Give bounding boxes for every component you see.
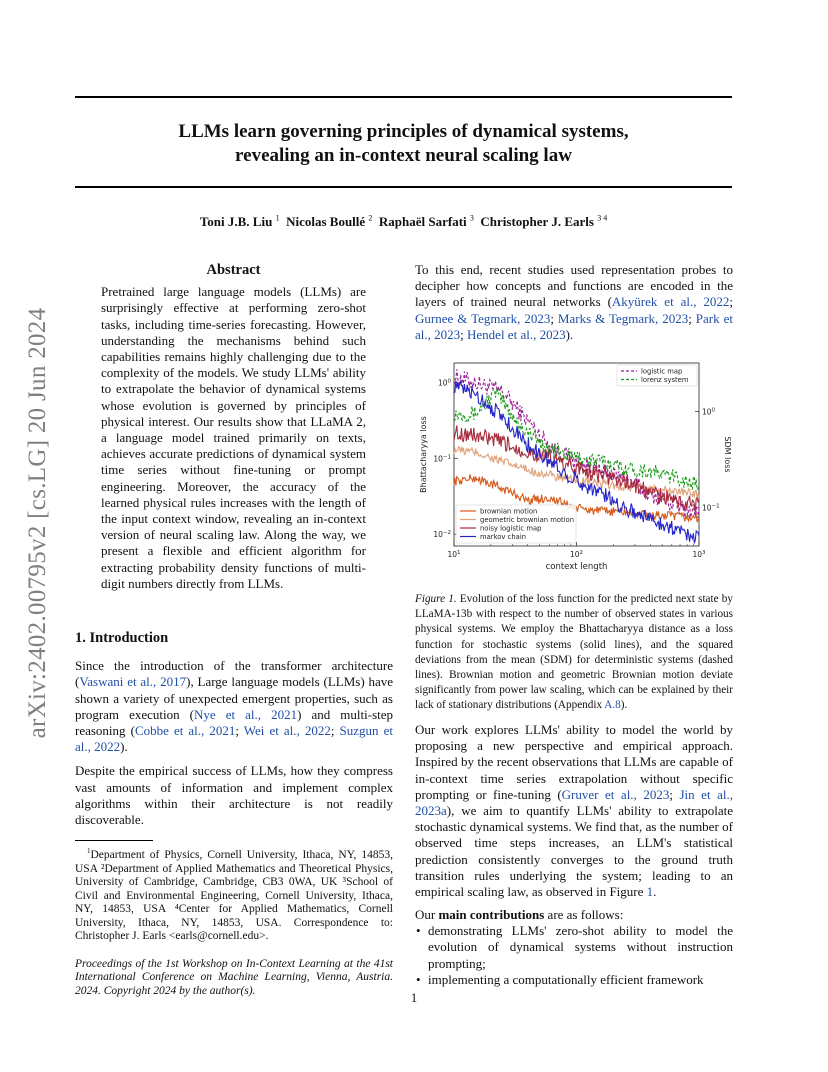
introduction-heading: 1. Introduction — [75, 630, 169, 646]
citation-link[interactable]: Jin et al., 2023a — [415, 786, 733, 819]
x-tick-label: $10^1$ — [447, 550, 461, 559]
series-noisy-logistic-map — [454, 426, 699, 513]
top-rule — [75, 96, 732, 98]
affiliation-footnote: $^1$Department of Physics, Cornell University, Ithaca, NY, 14853, USA ²Department of Applied Mathematics and Theoretical Physics, University of Cambridge, Cambridge, CB3 0WA, UK ³School of Civil and Environmental Engineering, Cornell University, Ithaca, NY, 14853, USA ⁴Center for Applied Mathematics, Cornell University, Ithaca, NY, 14853, USA. Correspondence to: Christopher J. Earls <earls@cornell.edu>. — [75, 847, 393, 943]
appendix-link[interactable]: A.8 — [604, 699, 621, 712]
x-tick-label: $10^3$ — [692, 550, 706, 559]
contributions-list-section — [415, 907, 733, 988]
footnote-rule — [75, 840, 153, 841]
author: Christopher J. Earls $^{3 4}$ — [480, 214, 608, 230]
legend-label: noisy logistic map — [480, 524, 542, 533]
y-tick-label: $10^0$ — [437, 378, 451, 388]
title-line-1: LLMs learn governing principles of dynamical systems, — [178, 121, 629, 142]
citation-link[interactable]: Nye et al., 2021 — [194, 706, 298, 722]
y-tick-label: $10^{-2}$ — [433, 530, 451, 540]
list-item: • demonstrating LLMs' zero-shot ability to model the evolution of dynamical systems without instruction prompting; — [428, 923, 733, 972]
citation-link[interactable]: Hendel et al., 2023 — [467, 326, 566, 342]
abstract-heading: Abstract — [206, 262, 261, 278]
contributions-intro-paragraph: Our work explores LLMs' ability to model the world by proposing a new perspective and empirical approach. Inspired by the recent observations that LLMs are capable of in-context time series extrapolation without specific prompting or fine-tuning (Gruver et al., 2023; Jin et al., 2023a), we aim to quantify LLMs' ability to extrapolate stochastic dynamical systems. We find that, as the number of observed time steps increases, an LLM's statistical prediction consistently converges to the ground truth transition rules underlying the system; leading to an empirical scaling law, as observed in Figure 1. — [415, 722, 733, 900]
abstract-text: Pretrained large language models (LLMs) are surprisingly effective at performing zero-shot tasks, including time-series forecasting. However, understanding the mechanisms behind such capabilities remains highly challenging due to the complexity of the models. We study LLMs' ability to extrapolate the behavior of dynamical systems whose evolution is governed by principles of physical interest. Our results show that LLaMA 2, a language model trained primarily on texts, achieves accurate predictions of dynamical system time series without fine-tuning or prompt engineering. Moreover, the accuracy of the learned physical rules increases with the length of the input context window, revealing an in-context version of neural scaling law. Along the way, we present a flexible and efficient algorithm for extracting probability density functions of multi-digit numbers directly from LLMs. — [101, 284, 366, 591]
title-line-2: revealing an in-context neural scaling law — [235, 145, 572, 166]
intro-paragraph-1: Since the introduction of the transformer architecture (Vaswani et al., 2017), Large language models (LLMs) have shown a variety of unexpected emergent properties, such as program execution (Nye et al., 2021) and multi-step reasoning (Cobbe et al., 2021; Wei et al., 2022; Suzgun et al., 2022). — [75, 658, 394, 755]
y-axis-label: Bhattacharyya loss — [419, 416, 428, 493]
citation-link[interactable]: Akyürek et al., 2022 — [611, 294, 730, 310]
author: Nicolas Boullé $^2$ — [286, 214, 373, 230]
page-number: 1 — [410, 990, 418, 1005]
x-tick-label: $10^2$ — [569, 550, 584, 559]
legend-label: geometric brownian motion — [480, 516, 575, 524]
contributions-list — [415, 923, 733, 988]
loss-scaling-chart — [412, 355, 737, 575]
citation-link[interactable]: Suzgun et al., 2022 — [75, 723, 393, 755]
contributions-lead: Our main contributions are as follows: — [415, 907, 624, 922]
legend-label: brownian motion — [480, 507, 538, 516]
legend-label: logistic map — [641, 367, 683, 376]
citation-link[interactable]: Park et al., 2023 — [415, 310, 733, 342]
citation-link[interactable]: Gruver et al., 2023 — [561, 786, 670, 802]
introduction-section — [75, 630, 393, 998]
legend-label: lorenz system — [641, 376, 689, 384]
arxiv-stamp: arXiv:2402.00795v2 [cs.LG] 20 Jun 2024 — [24, 307, 51, 738]
y2-tick-label: $10^{-1}$ — [702, 503, 720, 513]
citation-link[interactable]: Marks & Tegmark, 2023 — [557, 310, 689, 326]
citation-link[interactable]: Gurnee & Tegmark, 2023 — [415, 310, 551, 326]
author-list — [75, 214, 732, 230]
paper-title — [75, 120, 732, 168]
figure-link[interactable]: 1 — [646, 884, 654, 900]
citation-link[interactable]: Vaswani et al., 2017 — [79, 674, 187, 690]
abstract-section — [101, 262, 366, 592]
y-tick-label: $10^{-1}$ — [433, 454, 451, 464]
legend-label: markov chain — [480, 533, 527, 541]
y2-axis-label: SDM loss — [723, 436, 732, 473]
figure-caption: Figure 1. Evolution of the loss function for the predicted next state by LLaMA-13b with respect to the number of observed states in various physical systems. We employ the Bhattacharyya distance as a loss function for stochastic systems (solid lines), and the squared deviations from the mean (SDM) for deterministic systems (dashed lines). Brownian motion and geometric Brownian motion deviate significantly from power law scaling, which can be explained by their lack of stationary distributions (Appendix A.8). — [415, 593, 733, 712]
citation-link[interactable]: Cobbe et al., 2021 — [134, 723, 236, 739]
list-item: • implementing a computationally efficient framework — [428, 972, 733, 988]
chart-legends — [456, 365, 697, 543]
x-axis-label: context length — [545, 562, 608, 572]
citation-link[interactable]: Wei et al., 2022 — [243, 723, 331, 739]
title-bottom-rule — [75, 186, 732, 188]
proceedings-note: Proceedings of the 1st Workshop on In-Context Learning at the 41st International Conference on Machine Learning, Vienna, Austria. 2024. Copyright 2024 by the author(s). — [75, 957, 393, 997]
right-intro-paragraph: To this end, recent studies used representation probes to decipher how concepts and functions are encoded in the layers of trained neural networks (Akyürek et al., 2022; Gurnee & Tegmark, 2023; Marks & Tegmark, 2023; Park et al., 2023; Hendel et al., 2023). — [415, 262, 733, 342]
y2-tick-label: $10^0$ — [702, 407, 716, 417]
author: Raphaël Sarfati $^3$ — [378, 214, 474, 230]
intro-paragraph-2: Despite the empirical success of LLMs, how they compress vast amounts of information and implement complex algorithms within their architecture is not readily discoverable. — [75, 763, 393, 828]
author: Toni J.B. Liu $^1$ — [199, 214, 280, 230]
